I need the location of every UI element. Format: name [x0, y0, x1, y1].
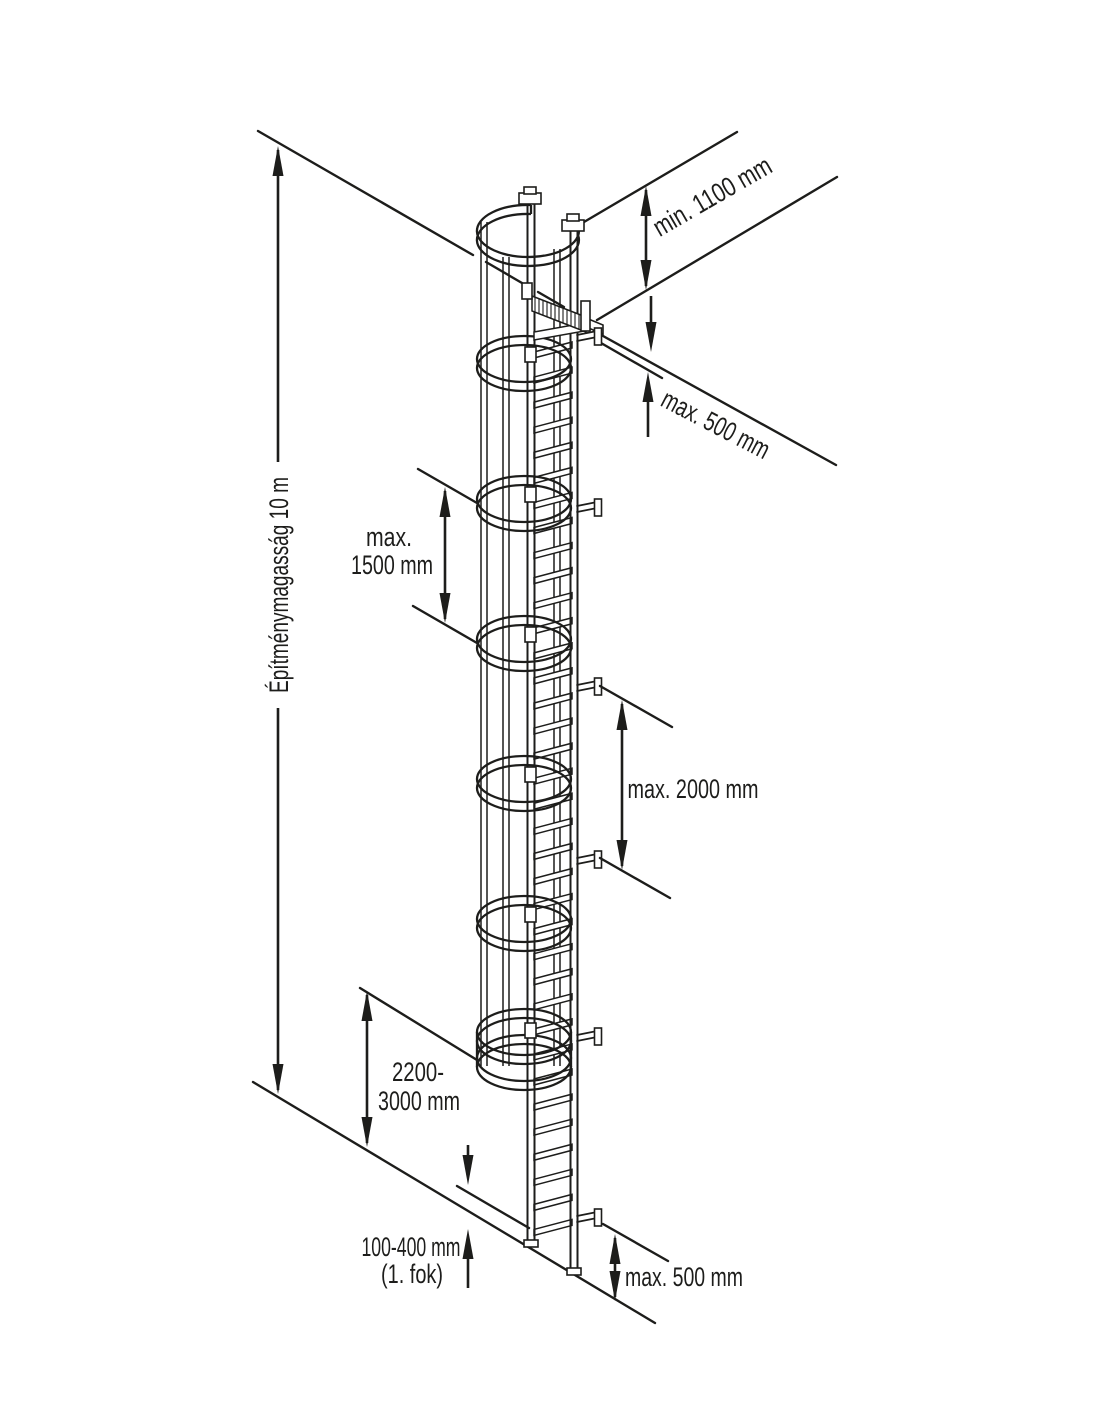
left-stile-clamp: [522, 283, 532, 299]
cage-hoop: [477, 896, 571, 942]
hoop-clamp: [525, 627, 536, 642]
hoop-clamp: [525, 907, 536, 922]
ladder-rung: [534, 843, 572, 859]
ladder-rung: [534, 1119, 572, 1135]
ladder-rung: [534, 693, 572, 709]
dim-top-extension: [641, 131, 810, 290]
dim-cage-bottom-height: [360, 988, 477, 1147]
ladder-rung: [534, 392, 572, 408]
wall-bracket: [577, 678, 602, 695]
dim-bracket-spacing: [600, 686, 759, 898]
label-top-bracket-offset: max. 500 mm: [656, 383, 816, 487]
ladder-rung: [534, 868, 572, 884]
hoop-clamp: [525, 487, 536, 502]
wall-top-line-inner: [601, 343, 662, 378]
ladder-rung: [534, 994, 572, 1010]
ladder-rung: [534, 593, 572, 609]
ground-lines: [253, 1082, 668, 1323]
label-bracket-spacing: max. 2000 mm: [627, 774, 759, 804]
label-hoop-spacing-1: max.: [366, 522, 412, 552]
hoop-clamp: [525, 1023, 536, 1038]
label-cage-bottom-2: 3000 mm: [378, 1086, 460, 1116]
cage-hoop: [477, 616, 571, 662]
ladder-rung: [534, 492, 572, 508]
ladder-rung: [534, 1169, 572, 1185]
label-first-rung-1: 100-400 mm: [361, 1232, 461, 1262]
dim-building-height: [264, 146, 294, 1094]
ladder-rung: [534, 818, 572, 834]
dimension-annotations: [264, 131, 816, 1301]
left-stile-cap-plate: [524, 187, 536, 194]
right-stile-cap-plate: [567, 214, 579, 221]
cage-hoop: [477, 1009, 571, 1055]
ladder-rung: [534, 417, 572, 433]
label-first-rung-2: (1. fok): [381, 1259, 443, 1289]
ladder-rung: [534, 568, 572, 584]
roof-edge-left: [258, 131, 473, 255]
ladder-rung: [534, 1219, 572, 1235]
cage-hoop: [477, 485, 571, 531]
wall-top-line: [594, 331, 836, 487]
cage-hoop: [477, 765, 571, 811]
wall-bracket: [577, 1028, 602, 1045]
ladder-rung: [534, 919, 572, 935]
ladder-rung: [534, 718, 572, 734]
ladder-rung: [534, 969, 572, 985]
label-bottom-bracket-offset: max. 500 mm: [625, 1262, 743, 1292]
cage-hoop: [477, 1044, 571, 1090]
hoop-clamp: [525, 767, 536, 782]
label-top-extension: min. 1100 mm: [647, 131, 810, 243]
ground-line: [253, 1082, 655, 1323]
dim-top-bracket-offset: [643, 296, 816, 487]
ladder-rung: [534, 543, 572, 559]
cage-hoop: [477, 336, 571, 382]
first-rung-level-line: [457, 1186, 529, 1228]
hoop-clamp: [525, 347, 536, 362]
cage-hoop: [477, 756, 571, 802]
wall-bracket: [577, 851, 602, 868]
left-rail-foot: [524, 1240, 538, 1247]
wall-bracket: [577, 499, 602, 516]
label-hoop-spacing-2: 1500 mm: [351, 550, 433, 580]
ladder-rung: [534, 1144, 572, 1160]
dim-first-rung: [362, 1145, 474, 1289]
dim-bottom-bracket-offset: [610, 1234, 744, 1301]
wall-bracket: [577, 1209, 602, 1226]
right-stile-clamp: [581, 301, 590, 331]
dim-hoop-spacing: [351, 469, 477, 643]
right-rail-foot: [567, 1268, 581, 1275]
ladder-rung: [534, 1094, 572, 1110]
ladder-rung: [534, 1194, 572, 1210]
cage-hoop: [477, 345, 571, 391]
ladder-rung: [534, 442, 572, 458]
wall-brackets: [577, 328, 602, 1226]
label-building-height: Építménymagasság 10 m: [264, 386, 294, 693]
label-cage-bottom-1: 2200-: [392, 1057, 444, 1087]
